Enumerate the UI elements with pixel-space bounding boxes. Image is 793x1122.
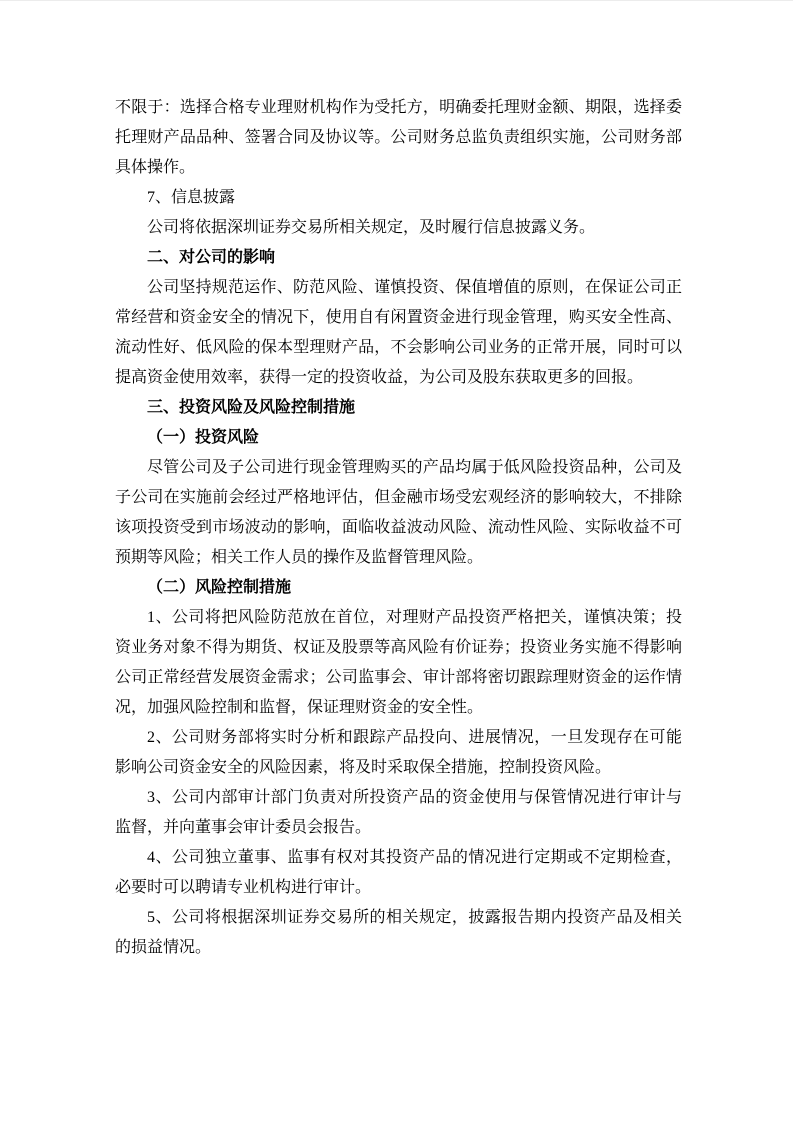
paragraph-impact-on-company: 公司坚持规范运作、防范风险、谨慎投资、保值增值的原则，在保证公司正常经营和资金安全的情况下，使用自有闲置资金进行现金管理，购买安全性高、流动性好、低风险的保本型理财产品，不会影响公司业务的正常开展，同时可以提高资金使用效率，获得一定的投资收益，为公司及股东获取更多的回报。 [115,279,682,386]
paragraph-risk-control-1: 1、公司将把风险防范放在首位，对理财产品投资严格把关，谨慎决策；投资业务对象不得为期货、权证及股票等高风险有价证券；投资业务实施不得影响公司正常经营发展资金需求；公司监事会、审计部将密切跟踪理财资金的运作情况，加强风险控制和监督，保证理财资金的安全性。 [115,609,682,716]
paragraph-continuation: 不限于：选择合格专业理财机构作为受托方，明确委托理财金额、期限，选择委托理财产品品种、签署合同及协议等。公司财务总监负责组织实施，公司财务部具体操作。 [115,99,682,176]
subsection-heading-investment-risk: （一）投资风险 [147,429,260,446]
document-body [115,93,682,963]
paragraph-item-7-info-disclosure: 7、信息披露 [147,189,236,206]
paragraph-disclosure-obligation: 公司将依据深圳证券交易所相关规定，及时履行信息披露义务。 [147,219,596,236]
paragraph-risk-control-2: 2、公司财务部将实时分析和跟踪产品投向、进展情况，一旦发现存在可能影响公司资金安全的风险因素，将及时采取保全措施，控制投资风险。 [115,729,682,776]
paragraph-risk-control-4: 4、公司独立董事、监事有权对其投资产品的情况进行定期或不定期检查，必要时可以聘请专业机构进行审计。 [115,849,682,896]
paragraph-investment-risk: 尽管公司及子公司进行现金管理购买的产品均属于低风险投资品种，公司及子公司在实施前会经过严格地评估，但金融市场受宏观经济的影响较大，不排除该项投资受到市场波动的影响，面临收益波动风险、流动性风险、实际收益不可预期等风险；相关工作人员的操作及监督管理风险。 [115,459,682,566]
subsection-heading-risk-control-measures: （二）风险控制措施 [147,579,292,596]
section-heading-impact-on-company: 二、对公司的影响 [147,249,276,266]
paragraph-risk-control-5: 5、公司将根据深圳证券交易所的相关规定，披露报告期内投资产品及相关的损益情况。 [115,909,682,956]
section-heading-investment-risk-and-controls: 三、投资风险及风险控制措施 [147,399,356,416]
paragraph-risk-control-3: 3、公司内部审计部门负责对所投资产品的资金使用与保管情况进行审计与监督，并向董事会审计委员会报告。 [115,789,682,836]
